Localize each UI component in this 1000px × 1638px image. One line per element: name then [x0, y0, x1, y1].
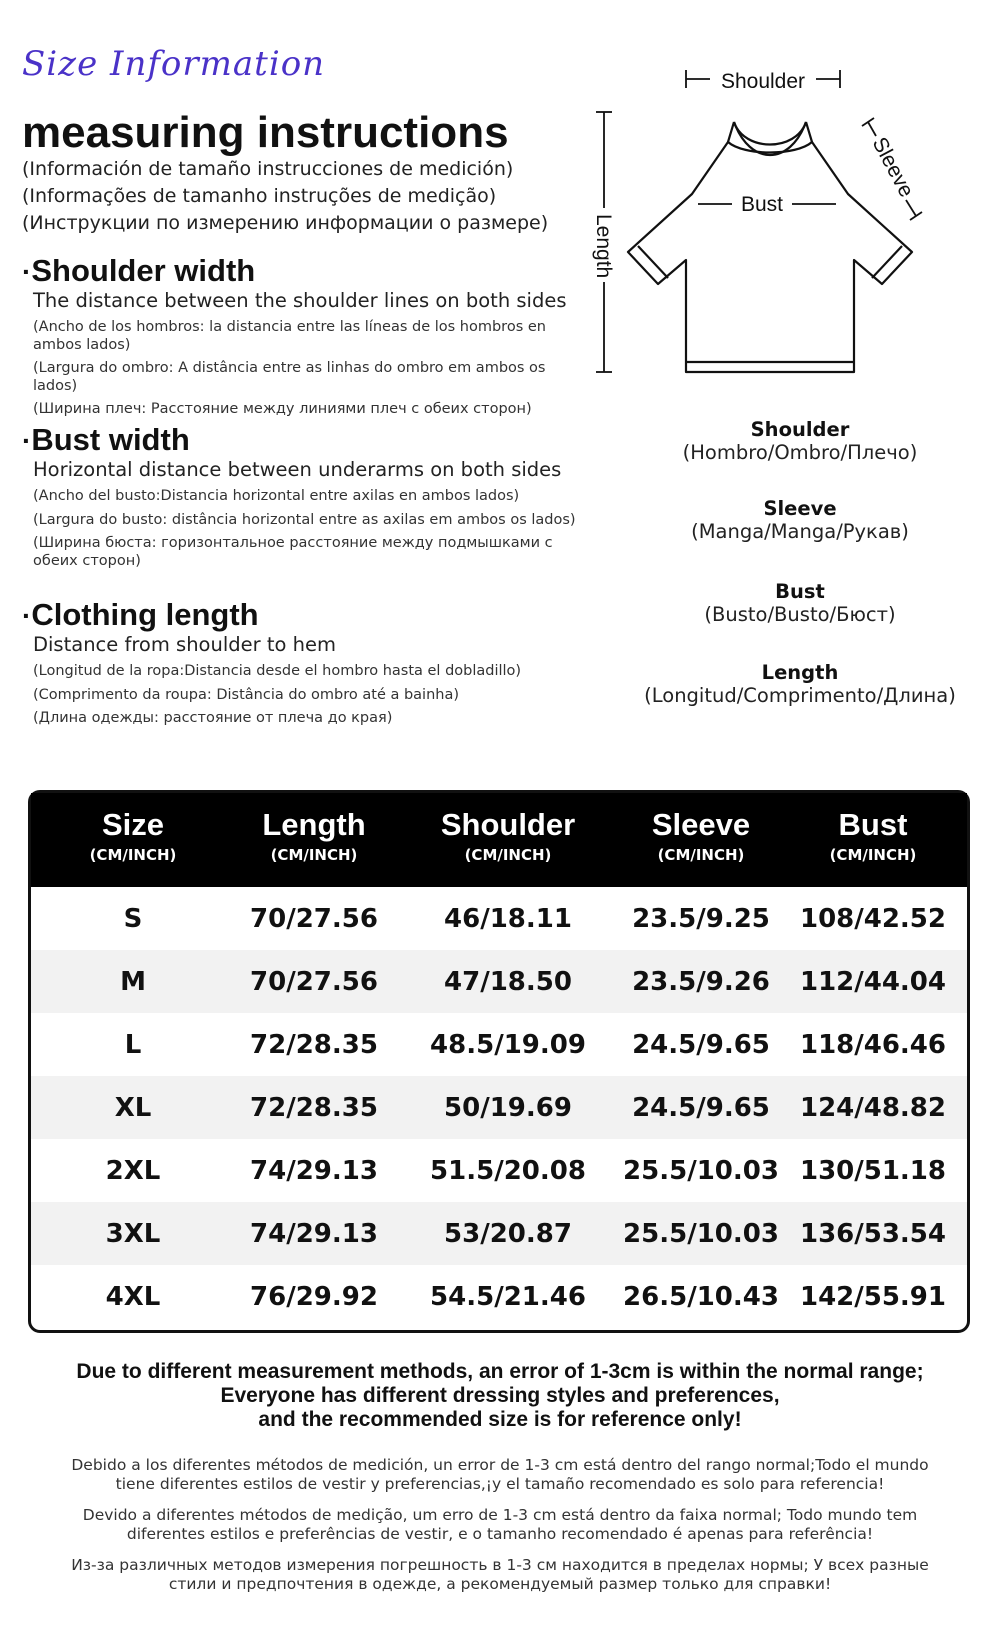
cell-length: 76/29.92	[250, 1281, 378, 1312]
section-title: ·Shoulder width	[22, 253, 256, 288]
cell-size: L	[124, 1029, 142, 1060]
title-translation-es: (Información de tamaño instrucciones de medición)	[22, 158, 514, 180]
cell-bust: 124/48.82	[799, 1092, 946, 1123]
section-title: ·Bust width	[22, 422, 190, 457]
table-row	[31, 1202, 967, 1265]
cell-shoulder: 54.5/21.46	[430, 1281, 586, 1312]
disclaimer-es: Debido a los diferentes métodos de medición, un error de 1-3 cm está dentro del rango normal;Todo el mundo tiene diferentes estilos de vestir y preferencias,¡y el tamaño recomendado es solo para referencia!	[71, 1456, 929, 1493]
header-shoulder: Shoulder (CM/INCH)	[440, 807, 576, 864]
section-notes	[33, 488, 582, 570]
cell-bust: 142/55.91	[799, 1281, 946, 1312]
tshirt-outline	[628, 142, 912, 372]
cell-shoulder: 50/19.69	[444, 1092, 572, 1123]
cell-sleeve: 25.5/10.03	[623, 1155, 779, 1186]
table-row	[31, 950, 967, 1013]
cell-bust: 112/44.04	[799, 966, 946, 997]
table-row	[31, 1265, 967, 1328]
legend-length	[620, 661, 980, 708]
title-translation-ru: (Инструкции по измерению информации о размере)	[22, 212, 549, 234]
legend-translation: (Hombro/Ombro/Плечо)	[682, 441, 918, 464]
table-row	[31, 1013, 967, 1076]
section-bust-width	[22, 423, 582, 576]
cell-sleeve: 23.5/9.25	[632, 903, 770, 934]
cell-size: S	[123, 903, 143, 934]
legend-shoulder	[620, 418, 980, 465]
note-ru: (Длина одежды: расстояние от плеча до края)	[33, 710, 393, 726]
cell-length: 70/27.56	[250, 903, 378, 934]
note-pt: (Comprimento da roupa: Distância do ombro até a bainha)	[33, 686, 460, 703]
length-label: Length	[592, 214, 615, 279]
legend-name: Length	[761, 661, 839, 684]
cell-shoulder: 47/18.50	[444, 966, 572, 997]
cell-bust: 136/53.54	[799, 1218, 946, 1249]
bust-label: Bust	[740, 193, 784, 216]
legend-name: Sleeve	[763, 497, 837, 520]
cell-bust: 118/46.46	[799, 1029, 946, 1060]
legend-bust	[620, 580, 980, 627]
header-length: Length (CM/INCH)	[262, 807, 366, 864]
cell-shoulder: 51.5/20.08	[430, 1155, 586, 1186]
section-description: Horizontal distance between underarms on both sides	[33, 458, 562, 481]
cell-length: 74/29.13	[250, 1155, 378, 1186]
note-es: (Ancho de los hombros: la distancia entre las líneas de los hombros en ambos lados)	[33, 319, 546, 353]
legend-translation: (Longitud/Comprimento/Длина)	[644, 684, 956, 707]
cell-sleeve: 26.5/10.43	[623, 1281, 779, 1312]
cell-size: 2XL	[105, 1155, 161, 1186]
cell-length: 70/27.56	[250, 966, 378, 997]
section-title: ·Clothing length	[22, 597, 259, 632]
brand-title: Size Information	[22, 44, 326, 84]
shoulder-label: Shoulder	[720, 70, 806, 93]
disclaimer-ru: Из-за различных методов измерения погрешность в 1-3 см находится в пределах нормы; У всех разные стили и предпочтения в одежде, а рекомендуемый размер только для справки!	[71, 1556, 929, 1593]
note-ru: (Ширина плеч: Расстояние между линиями плеч с обеих сторон)	[33, 401, 532, 417]
header-sleeve: Sleeve (CM/INCH)	[651, 807, 751, 864]
note-es: (Longitud de la ropa:Distancia desde el hombro hasta el dobladillo)	[33, 663, 522, 679]
section-shoulder-width	[22, 254, 582, 425]
cell-size: XL	[114, 1092, 152, 1123]
cell-sleeve: 23.5/9.26	[632, 966, 770, 997]
cell-sleeve: 24.5/9.65	[632, 1092, 770, 1123]
table-row	[31, 887, 967, 950]
disclaimer-line: and the recommended size is for reference only!	[258, 1408, 742, 1431]
title-translations	[22, 156, 548, 237]
disclaimer-line: Everyone has different dressing styles and preferences,	[220, 1384, 780, 1407]
note-ru: (Ширина бюста: горизонтальное расстояние между подмышками с обеих сторон)	[33, 535, 553, 569]
cell-length: 72/28.35	[250, 1092, 378, 1123]
cell-bust: 130/51.18	[799, 1155, 946, 1186]
cell-shoulder: 48.5/19.09	[430, 1029, 586, 1060]
legend-translation: (Busto/Busto/Бюст)	[704, 603, 896, 626]
disclaimer-pt: Devido a diferentes métodos de medição, um erro de 1-3 cm está dentro da faixa normal; Todo mundo tem diferentes estilos e preferências de vestir, e o tamanho recomendado é apenas para referência!	[82, 1506, 918, 1543]
tshirt-diagram	[592, 60, 1000, 400]
cell-bust: 108/42.52	[799, 903, 946, 934]
legend-name: Bust	[775, 580, 825, 603]
cell-size: 4XL	[105, 1281, 161, 1312]
disclaimer-line: Due to different measurement methods, an error of 1-3cm is within the normal range;	[76, 1360, 924, 1383]
cell-length: 74/29.13	[250, 1218, 378, 1249]
header-bust: Bust (CM/INCH)	[829, 807, 917, 864]
note-pt: (Largura do busto: distância horizontal entre as axilas em ambos os lados)	[33, 511, 576, 528]
sleeve-label: Sleeve	[867, 133, 919, 202]
table-row	[31, 1139, 967, 1202]
table-row	[31, 1076, 967, 1139]
cell-shoulder: 46/18.11	[444, 903, 572, 934]
legend-translation: (Manga/Manga/Рукав)	[691, 520, 909, 543]
page-title: measuring instructions	[22, 108, 509, 157]
cell-sleeve: 25.5/10.03	[623, 1218, 779, 1249]
title-translation-pt: (Informações de tamanho instruções de medição)	[22, 185, 497, 207]
section-clothing-length	[22, 598, 582, 734]
header-size: Size (CM/INCH)	[89, 807, 177, 864]
cell-size: 3XL	[105, 1218, 161, 1249]
legend-name: Shoulder	[750, 418, 850, 441]
cell-sleeve: 24.5/9.65	[632, 1029, 770, 1060]
section-notes	[33, 663, 582, 728]
section-description: Distance from shoulder to hem	[33, 633, 336, 656]
note-es: (Ancho del busto:Distancia horizontal entre axilas en ambos lados)	[33, 488, 520, 504]
size-table	[28, 790, 970, 1333]
disclaimer-en	[0, 1360, 1000, 1432]
cell-shoulder: 53/20.87	[444, 1218, 572, 1249]
table-header	[31, 793, 967, 887]
section-description: The distance between the shoulder lines on both sides	[33, 289, 567, 312]
cell-length: 72/28.35	[250, 1029, 378, 1060]
cell-size: M	[120, 966, 146, 997]
legend-sleeve	[620, 497, 980, 544]
note-pt: (Largura do ombro: A distância entre as linhas do ombro em ambos os lados)	[33, 360, 546, 394]
section-notes	[33, 319, 582, 419]
